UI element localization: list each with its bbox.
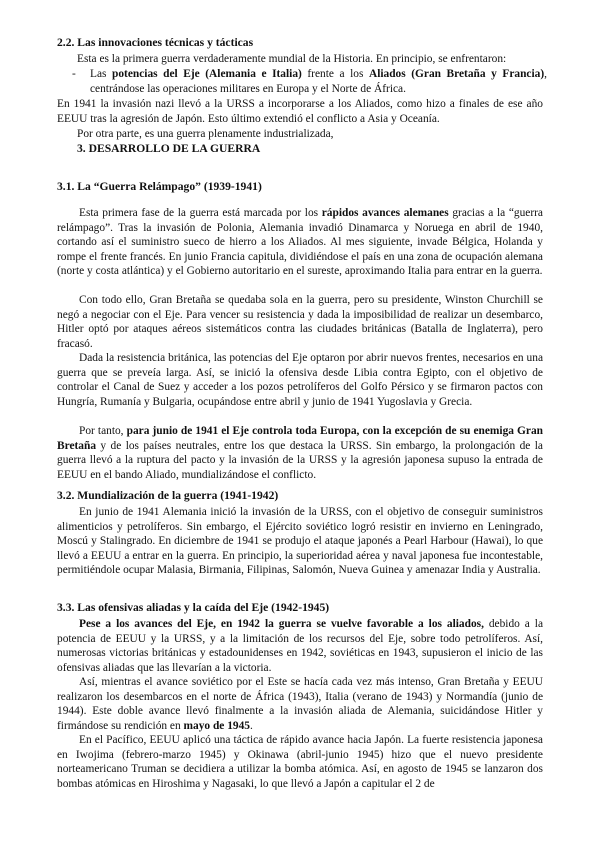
section-2-2-paragraph-1: En 1941 la invasión nazi llevó a la URSS a incorporarse a los Aliados, como hizo a finales de ese año EEUU tras la agresión de Japón. Esto último extendió el conflicto a Asia y Oceanía. xyxy=(57,98,543,125)
favorable-allies-bold: Pese a los avances del Eje, en 1942 la guerra se vuelve favorable a los aliados, xyxy=(79,618,484,630)
allies-bold: Aliados (Gran Bretaña y Francia) xyxy=(368,68,545,80)
june-1941-bold: para junio de 1941 el Eje controla toda Europa, con la excepción de su enemiga Gran Bretaña xyxy=(57,425,543,452)
bullet-text: Las potencias del Eje (Alemania e Italia) frente a los Aliados (Gran Bretaña y Francia), centrándose las operaciones militares en Europa y el Norte de África. xyxy=(90,68,547,95)
section-3-1-paragraph-4: Por tanto, para junio de 1941 el Eje controla toda Europa, con la excepción de su enemiga Gran Bretaña y de los países neutrales, entre los que destaca la URSS. Sin embargo, la prolongación de la guerra llevó a la ruptura del pacto y la invasión de la URSS y la agresión japonesa supuso la entrada de EEUU en el bando Aliado, mundializándose el conflicto. xyxy=(57,425,543,481)
section-3-2-heading: 3.2. Mundialización de la guerra (1941-1942) xyxy=(57,489,279,502)
section-3-heading: 3. DESARROLLO DE LA GUERRA xyxy=(77,142,261,155)
section-3-3-paragraph-1: Pese a los avances del Eje, en 1942 la guerra se vuelve favorable a los aliados, debido a la potencia de EEUU y la URSS, y a la limitación de los recursos del Eje, sobre todo petrolíferos. Así, numerosas victorias británicas y estadounidenses en 1942, soviéticas en 1943, supusieron el inicio de las ofensivas aliadas que las llevarían a la victoria. xyxy=(57,618,543,674)
section-2-2-heading: 2.2. Las innovaciones técnicas y tácticas xyxy=(57,36,254,49)
section-3-3-paragraph-3: En el Pacífico, EEUU aplicó una táctica de rápido avance hacia Japón. La fuerte resistencia japonesa en Iwojima (febrero-marzo 1945) y Okinawa (abril-junio 1945) hizo que el nuevo presidente norteamericano Truman se decidiera a utilizar la bomba atómica. Así, en agosto de 1945 se lanzaron dos bombas atómicas en Hiroshima y Nagasaki, lo que llevó a Japón a capitular el 2 de xyxy=(57,734,543,790)
bullet-dash: - xyxy=(72,68,76,80)
section-2-2-intro: Esta es la primera guerra verdaderamente mundial de la Historia. En principio, se enfrentaron: xyxy=(77,53,507,65)
section-3-3-paragraph-2: Así, mientras el avance soviético por el Este se hacía cada vez más intenso, Gran Bretaña y EEUU realizaron los desembarcos en el norte de África (1943), Italia (verano de 1943) y Normandía (junio de 1944). Este doble avance llevó finalmente a la invasión aliada de Alemania, suicidándose Hitler y firmándose su rendición en mayo de 1945. xyxy=(57,676,543,732)
section-3-3-heading: 3.3. Las ofensivas aliadas y la caída del Eje (1942-1945) xyxy=(57,601,330,614)
section-3-1-paragraph-2: Con todo ello, Gran Bretaña se quedaba sola en la guerra, pero su presidente, Winston Churchill se negó a negociar con el Eje. Para vencer su resistencia y dada la imposibilidad de realizar un desembarco, Hitler optó por ataques aéreos sistemáticos contra las ciudades británicas (Batalla de Inglaterra), pero fracasó. xyxy=(57,294,543,350)
section-3-1-paragraph-1: Esta primera fase de la guerra está marcada por los rápidos avances alemanes gracias a la “guerra relámpago”. Tras la invasión de Polonia, Alemania invadió Dinamarca y Noruega en abril de 1940, cortando así el suministro sueco de hierro a los Aliados. Al mes siguiente, invade Bélgica, Holanda y rompe el frente francés. En junio Francia capitula, dividiéndose el país en una zona de ocupación alemana (norte y costa atlántica) y el Gobierno autoritario en el sureste, aproximando Italia para entrar en la guerra. xyxy=(57,207,543,278)
section-3-1-heading: 3.1. La “Guerra Relámpago” (1939-1941) xyxy=(57,180,262,193)
section-2-2-bullet xyxy=(72,67,547,96)
section-3-2-paragraph-1: En junio de 1941 Alemania inició la invasión de la URSS, con el objetivo de conseguir suministros alimenticios y petrolíferos. Sin embargo, el Ejército soviético logró resistir en invierno en Leningrado, Moscú y Stalingrado. En diciembre de 1941 se produjo el ataque japonés a Pearl Harbour (Hawai), lo que llevó a EEUU a entrar en la guerra. En principio, la superioridad aérea y naval japonesa fue incontestable, permitiéndole ocupar Malasia, Birmania, Filipinas, Salomón, Nueva Guinea y amenazar India y Australia. xyxy=(57,506,543,577)
section-2-2-paragraph-2: Por otra parte, es una guerra plenamente industrializada, xyxy=(77,128,334,140)
section-3-1-paragraph-3: Dada la resistencia británica, las potencias del Eje optaron por abrir nuevos frentes, necesarios en una guerra que se preveía larga. Así, se inició la ofensiva desde Libia contra Egipto, con el objetivo de controlar el Canal de Suez y acceder a los pozos petrolíferos del Golfo Pérsico y se firmaron pactos con Hungría, Rumanía y Bulgaria, ocupándose entre abril y junio de 1941 Yugoslavia y Grecia. xyxy=(57,352,543,408)
may-1945-bold: mayo de 1945 xyxy=(183,719,250,732)
rapid-advances-bold: rápidos avances alemanes xyxy=(321,207,449,219)
axis-powers-bold: potencias del Eje (Alemania e Italia) xyxy=(112,68,302,80)
